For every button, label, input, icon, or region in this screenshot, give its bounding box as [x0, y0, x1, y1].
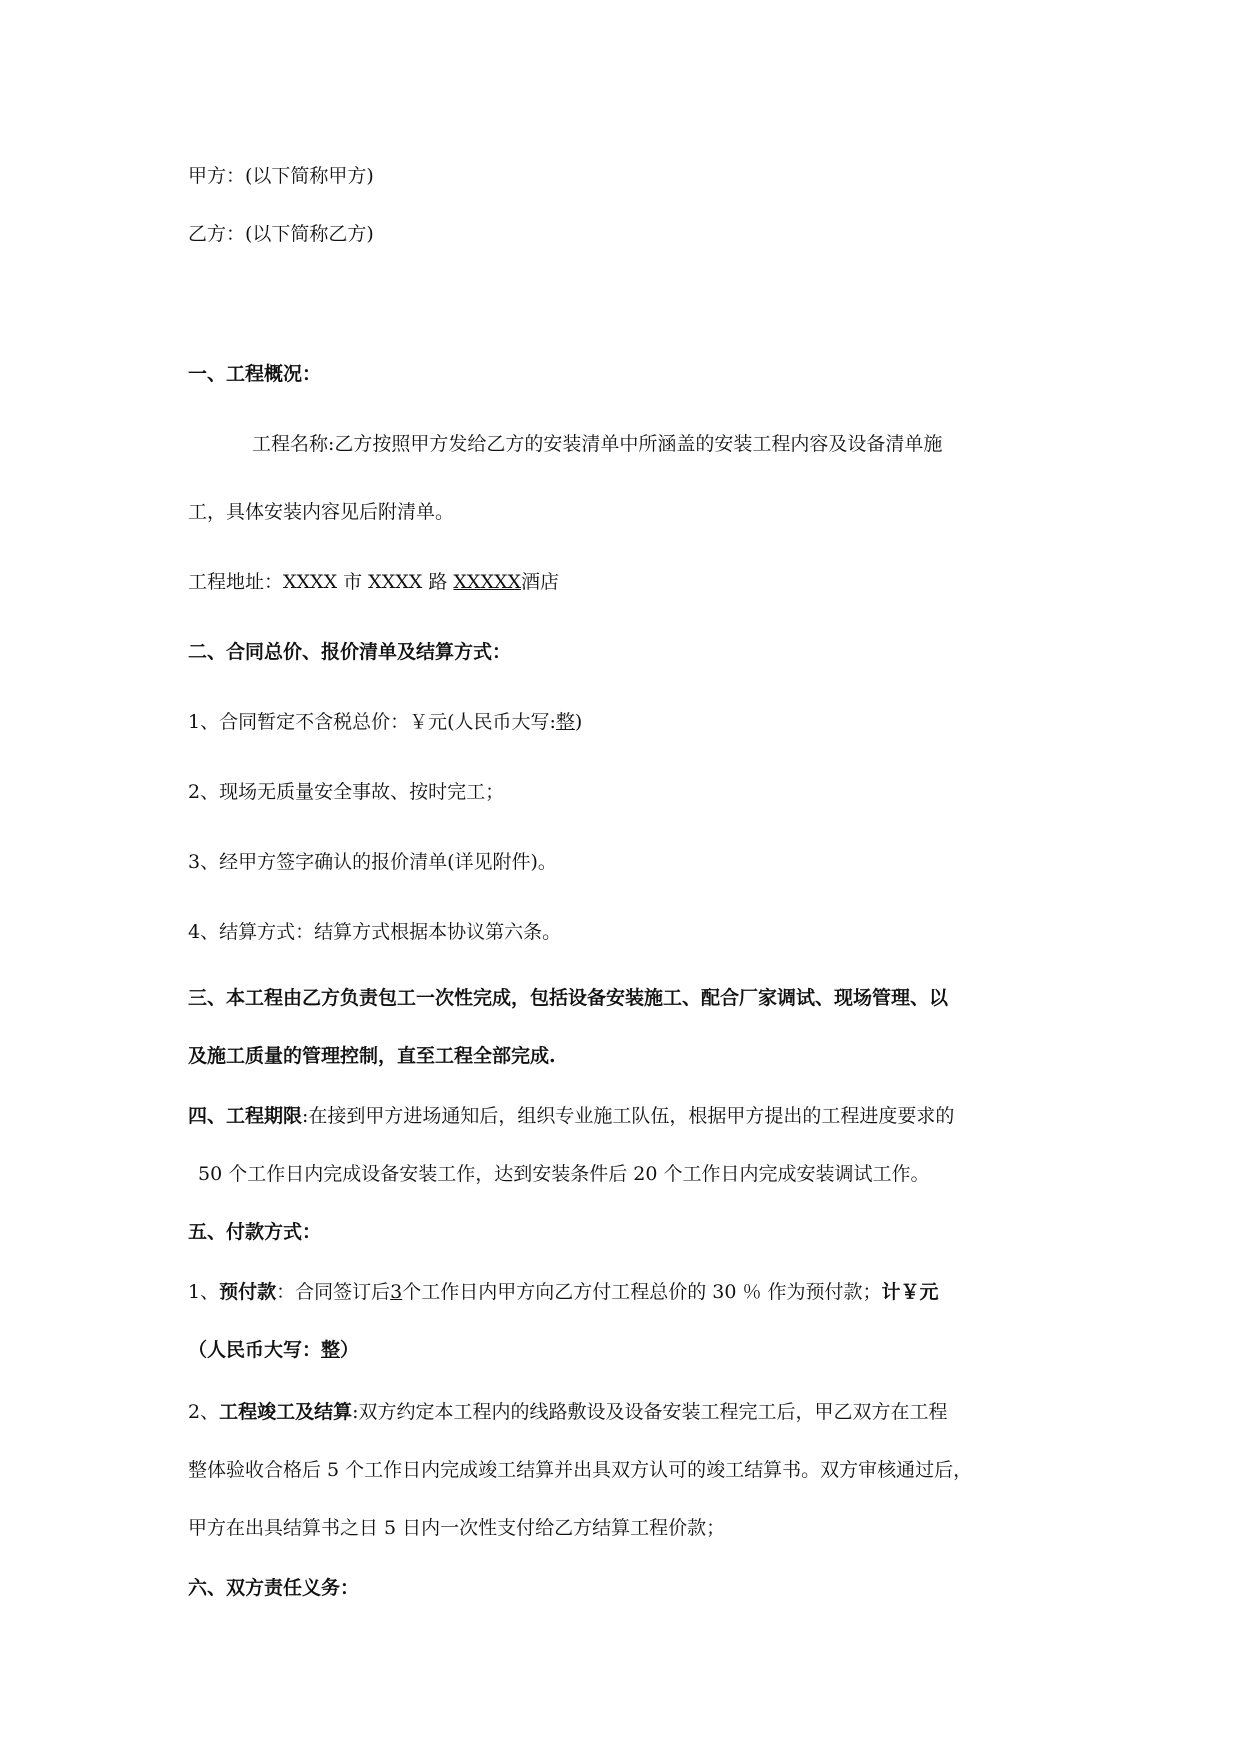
party-a-line: 甲方：(以下简称甲方) [188, 165, 374, 187]
prepayment-amount: 计￥元 [881, 1281, 939, 1303]
settlement-text: :双方约定本工程内的线路敷设及设备安装工程完工后，甲乙双方在工程 [352, 1401, 948, 1423]
section-3-line-1: 三、本工程由乙方负责包工一次性完成，包括设备安装施工、配合厂家调试、现场管理、以 [188, 987, 949, 1009]
project-address-suffix: 酒店 [521, 571, 560, 593]
section-2-item-2: 2、现场无质量安全事故、按时完工； [188, 781, 505, 803]
project-address [188, 570, 559, 594]
project-address-blank: XXXXX [453, 571, 522, 593]
prepayment-line-2 [188, 1338, 359, 1362]
prepayment-capital-suffix: ） [340, 1339, 360, 1361]
prepayment-capital-blank: 整 [321, 1339, 341, 1361]
prepayment-line-1 [188, 1280, 939, 1304]
prepayment-days: 3 [390, 1281, 403, 1303]
total-price-suffix: ) [574, 711, 583, 733]
section-3-line-2: 及施工质量的管理控制，直至工程全部完成. [188, 1045, 556, 1067]
project-name-line-1: 工程名称:乙方按照甲方发给乙方的安装清单中所涵盖的安装工程内容及设备清单施 [252, 433, 943, 455]
settlement-line-3: 甲方在出具结算书之日 5 日内一次性支付给乙方结算工程价款； [188, 1517, 726, 1539]
total-price-prefix: 1、合同暂定不含税总价：￥元(人民币大写: [188, 711, 556, 733]
section-2-item-3: 3、经甲方签字确认的报价清单(详见附件)。 [188, 851, 557, 873]
section-4-line-1 [188, 1104, 954, 1128]
section-5-heading: 五、付款方式： [188, 1221, 322, 1243]
prepayment-text-b: 个工作日内甲方向乙方付工程总价的 30 ％ 作为预付款； [402, 1281, 882, 1303]
project-name-line-2: 工，具体安装内容见后附清单。 [188, 501, 455, 523]
settlement-number: 2、 [188, 1401, 220, 1423]
prepayment-text-a: ：合同签订后 [276, 1281, 391, 1303]
section-4-line-2: 50 个工作日内完成设备安装工作，达到安装条件后 20 个工作日内完成安装调试工作。 [198, 1163, 930, 1185]
total-price-blank: 整 [555, 711, 575, 733]
prepayment-number: 1、 [188, 1281, 220, 1303]
section-4-text: :在接到甲方进场通知后，组织专业施工队伍，根据甲方提出的工程进度要求的 [302, 1105, 955, 1127]
settlement-line-2: 整体验收合格后 5 个工作日内完成竣工结算并出具双方认可的竣工结算书。双方审核通过后， [188, 1459, 973, 1481]
section-2-heading: 二、合同总价、报价清单及结算方式： [188, 641, 512, 663]
section-4-label: 四、工程期限 [188, 1105, 303, 1127]
project-address-prefix: 工程地址：XXXX 市 XXXX 路 [188, 571, 448, 593]
settlement-line-1 [188, 1400, 948, 1424]
total-price-line [188, 710, 582, 734]
party-b-line: 乙方：(以下简称乙方) [188, 223, 374, 245]
prepayment-capital-prefix: （人民币大写： [188, 1339, 322, 1361]
section-1-heading: 一、工程概况： [188, 363, 322, 385]
section-6-heading: 六、双方责任义务： [188, 1577, 360, 1599]
prepayment-label: 预付款 [219, 1281, 277, 1303]
settlement-label: 工程竣工及结算 [219, 1401, 353, 1423]
section-2-item-4: 4、结算方式：结算方式根据本协议第六条。 [188, 921, 562, 943]
